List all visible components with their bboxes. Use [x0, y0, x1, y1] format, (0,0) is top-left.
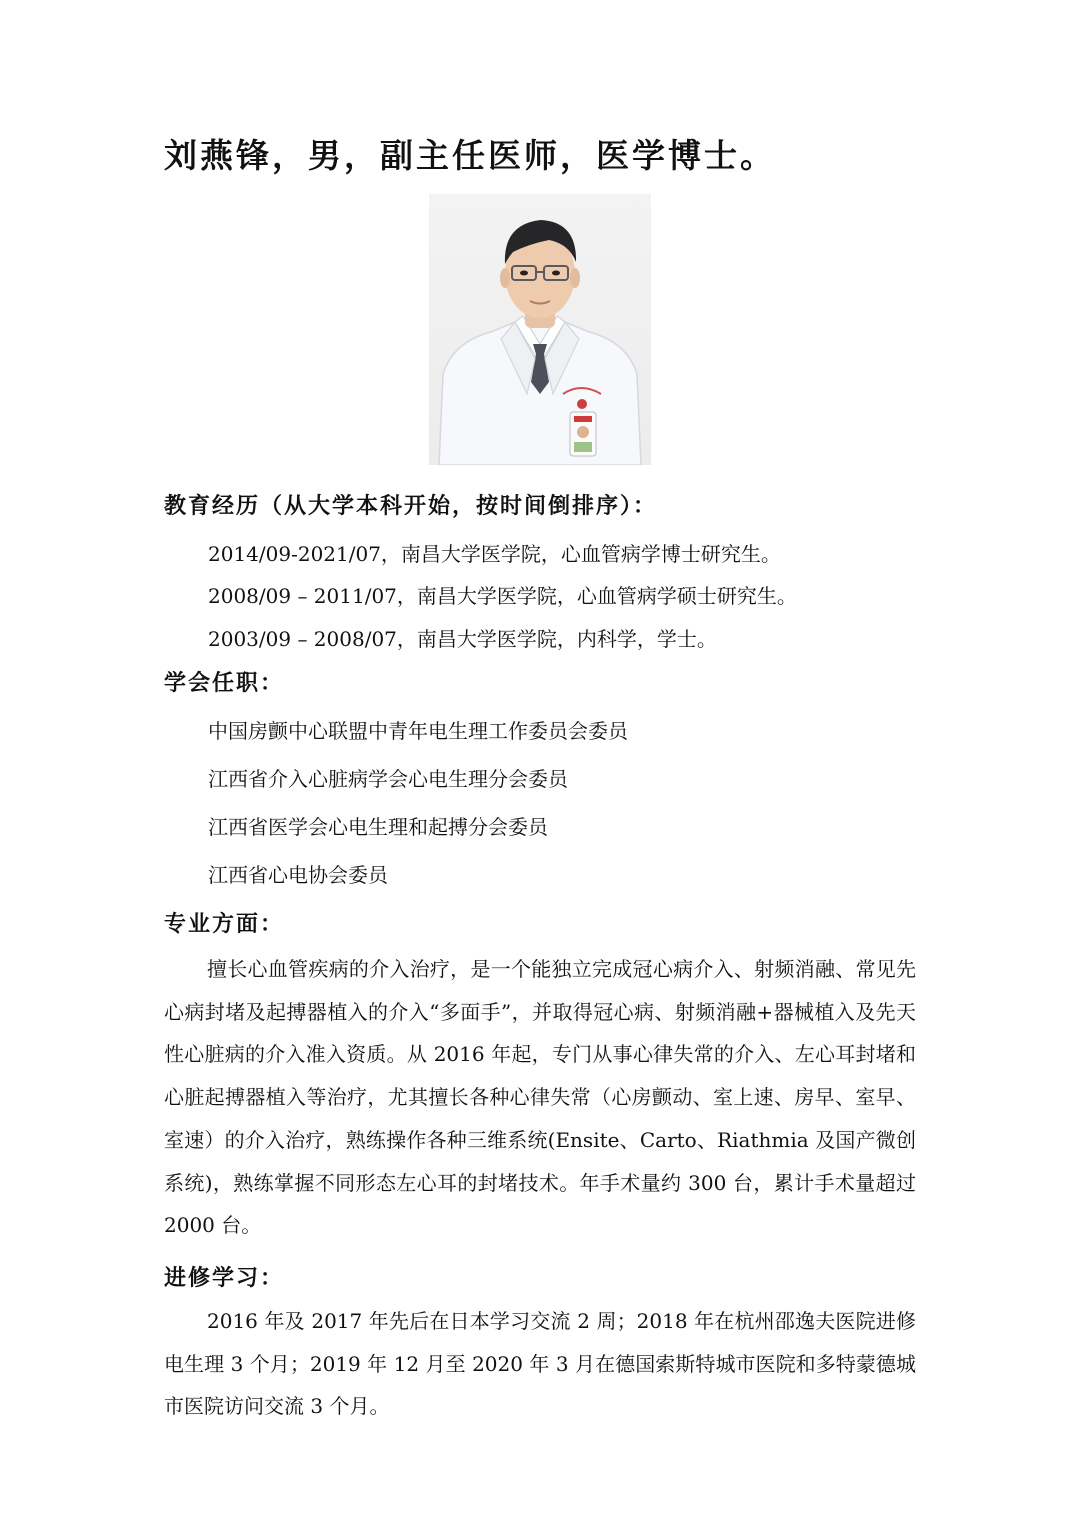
society-item: 江西省心电协会委员 — [208, 863, 388, 887]
society-item: 江西省介入心脏病学会心电生理分会委员 — [208, 767, 568, 791]
specialty-paragraph: 擅长心血管疾病的介入治疗，是一个能独立完成冠心病介入、射频消融、常见先心病封堵及起搏器植入的介入“多面手”，并取得冠心病、射频消融+器械植入及先天性心脏病的介入准入资质。从 2016 年起，专门从事心律失常的介入、左心耳封堵和心脏起搏器植入等治疗，尤其擅长各种心律失常（心房颤动、室上速、房早、室早、室速）的介入治疗，熟练操作各种三维系统(Ensite、Carto、Riathmia 及国产微创系统)，熟练掌握不同形态左心耳的封堵技术。年手术量约 300 台，累计手术量超过 2000 台。 — [164, 957, 916, 1238]
societies-heading: 学会任职： — [164, 670, 285, 696]
training-paragraph: 2016 年及 2017 年先后在日本学习交流 2 周；2018 年在杭州邵逸夫医院进修电生理 3 个月；2019 年 12 月至 2020 年 3 月在德国索斯特城市医院和多特蒙德城市医院访问交流 3 个月。 — [164, 1309, 916, 1419]
education-item: 2014/09-2021/07，南昌大学医学院，心血管病学博士研究生。 — [208, 542, 781, 566]
society-item: 中国房颤中心联盟中青年电生理工作委员会委员 — [208, 719, 628, 743]
doctor-photo — [429, 194, 651, 465]
education-item: 2003/09 – 2008/07，南昌大学医学院，内科学，学士。 — [208, 627, 717, 651]
page-title: 刘燕锋，男，副主任医师，医学博士。 — [164, 136, 776, 175]
training-heading: 进修学习： — [164, 1265, 285, 1291]
education-heading: 教育经历（从大学本科开始，按时间倒排序）： — [164, 493, 658, 519]
specialty-heading: 专业方面： — [164, 911, 285, 937]
society-item: 江西省医学会心电生理和起搏分会委员 — [208, 815, 548, 839]
education-item: 2008/09 – 2011/07，南昌大学医学院，心血管病学硕士研究生。 — [208, 584, 797, 608]
